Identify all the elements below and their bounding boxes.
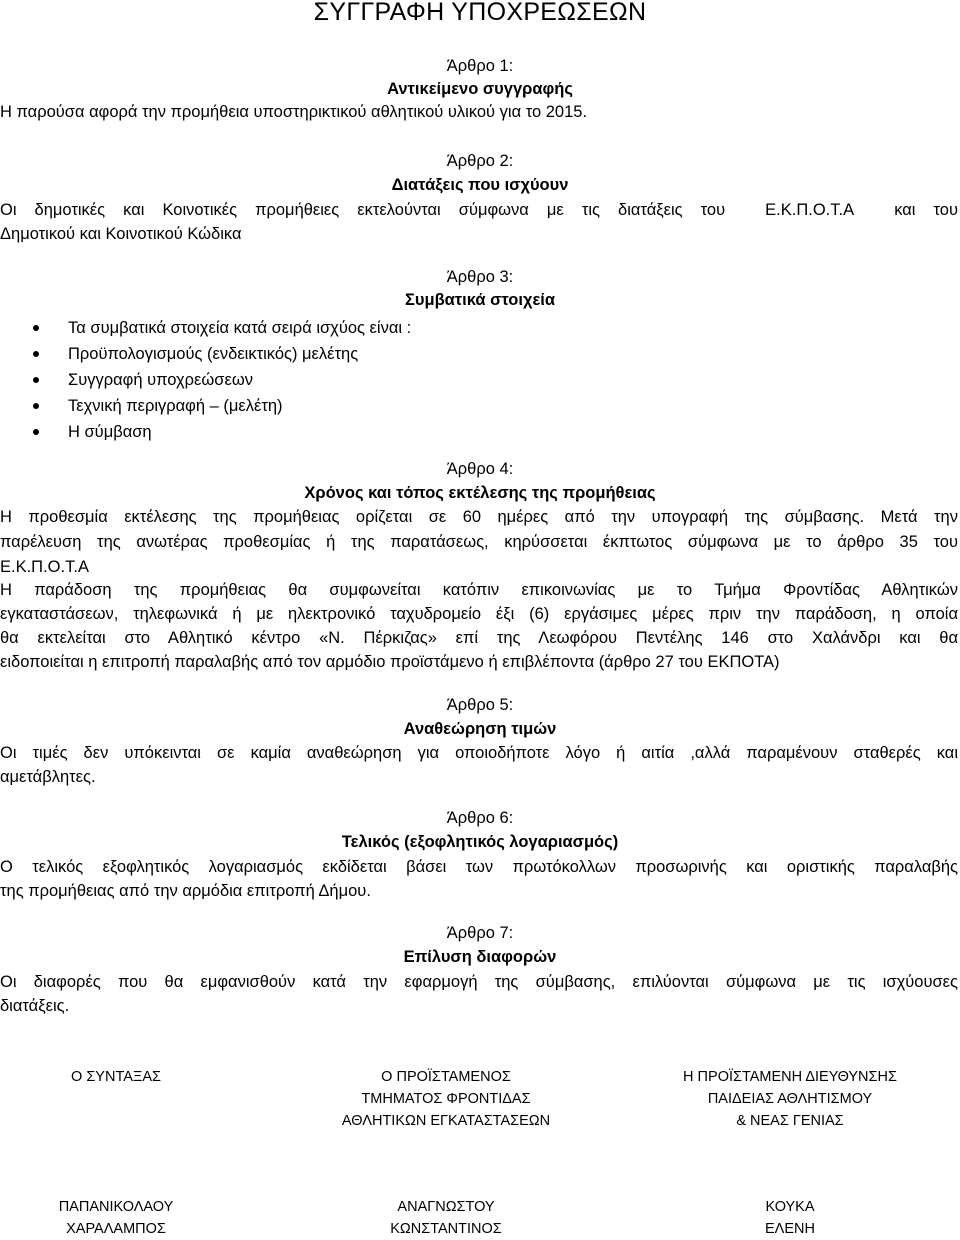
article-3-subheading: Συμβατικά στοιχεία [404, 291, 556, 309]
signature-name-line: ΚΟΥΚΑ [765, 1199, 815, 1215]
article-4-heading: Άρθρο 4: [446, 460, 514, 478]
bullet-icon [33, 351, 39, 357]
article-6-heading: Άρθρο 6: [446, 809, 514, 827]
article-3-heading: Άρθρο 3: [446, 268, 514, 286]
article-2-subheading: Διατάξεις που ισχύουν [391, 176, 569, 194]
article-2-word: δημοτικές [34, 201, 106, 219]
article-2-word: Οι [0, 201, 17, 219]
signature-role-director [640, 1066, 940, 1132]
article-7-paragraph [0, 971, 958, 994]
signature-name-director [730, 1196, 850, 1240]
article-2-word: προμήθειες [255, 201, 340, 219]
article-2-word: σύμφωνα [458, 201, 529, 219]
signature-name-compiler [36, 1196, 196, 1240]
bullet-icon [33, 377, 39, 383]
signature-name-head-of-department [346, 1196, 546, 1240]
article-2-line-1 [0, 199, 958, 222]
article-4-line-3: Ε.Κ.Π.Ο.Τ.Α [0, 558, 89, 576]
article-2-word: εκτελούνται [357, 201, 441, 219]
article-2-word: Ε.Κ.Π.Ο.Τ.Α [765, 201, 855, 219]
paragraph-line: Οι διαφορές που θα εμφανισθούν κατά την εφαρμογή της σύμβασης, επιλύονται σύμφωνα με τις ισχύουσες [0, 973, 958, 991]
signature-role-compiler [46, 1066, 186, 1088]
article-6-subheading: Τελικός (εξοφλητικός λογαριασμός) [341, 833, 619, 851]
bullet-icon [33, 403, 39, 409]
signature-role-line: Η ΠΡΟΪΣΤΑΜΕΝΗ ΔΙΕΥΘΥΝΣΗΣ [683, 1069, 897, 1085]
bullet-icon [33, 325, 39, 331]
signature-role-line: ΤΜΗΜΑΤΟΣ ΦΡΟΝΤΙΔΑΣ [361, 1091, 531, 1107]
signature-name-line: ΕΛΕΝΗ [765, 1221, 815, 1237]
article-2-word: και [894, 201, 916, 219]
article-2-word: του [933, 201, 958, 219]
paragraph-line: παρέλευση της ανωτέρας προθεσμίας ή της παρατάσεως, κηρύσσεται έκπτωτος σύμφωνα με το άρθρο 35 του [0, 533, 958, 551]
signature-role-line: Ο ΠΡΟΪΣΤΑΜΕΝΟΣ [381, 1069, 511, 1085]
article-6-line-2: της προμήθειας από την αρμόδια επιτροπή Δήμου. [0, 882, 371, 900]
signature-role-line: Ο ΣΥΝΤΑΞΑΣ [71, 1069, 161, 1085]
paragraph-line: θα εκτελείται στο Αθλητικό κέντρο «Ν. Πέρκιζας» επί της Λεωφόρου Πεντέλης 146 στο Χαλάνδρι και θα [0, 629, 958, 647]
article-7-subheading: Επίλυση διαφορών [403, 948, 557, 966]
article-4-paragraph [0, 506, 958, 554]
list-item-text: Η σύμβαση [68, 423, 152, 441]
signature-name-line: ΑΝΑΓΝΩΣΤΟΥ [397, 1199, 495, 1215]
article-2-heading: Άρθρο 2: [446, 152, 514, 170]
article-6-paragraph [0, 856, 958, 879]
bullet-icon [33, 429, 39, 435]
list-item-text: Προϋπολογισμούς (ενδεικτικός) μελέτης [68, 345, 359, 363]
signature-role-head-of-department [296, 1066, 596, 1132]
article-2-word: τις [581, 201, 600, 219]
list-item-text: Τα συμβατικά στοιχεία κατά σειρά ισχύος είναι : [68, 319, 412, 337]
signature-name-line: ΚΩΝΣΤΑΝΤΙΝΟΣ [390, 1221, 502, 1237]
article-2-word: με [546, 201, 564, 219]
list-item-text: Συγγραφή υποχρεώσεων [68, 371, 253, 389]
paragraph-line: Ο τελικός εξοφλητικός λογαριασμός εκδίδεται βάσει των πρωτόκολλων προσωρινής και οριστικής παραλαβής [0, 858, 958, 876]
article-5-paragraph [0, 742, 958, 765]
paragraph-line: Η παράδοση της προμήθειας θα συμφωνείται κατόπιν επικοινωνίας με το Τμήμα Φροντίδας Αθλητικών [0, 581, 958, 599]
paragraph-line: εγκαταστάσεων, τηλεφωνικά ή με ηλεκτρονικό ταχυδρομείο έξι (6) εργάσιμες μέρες πριν την παράδοση, η οποία [0, 605, 958, 623]
list-item-text: Τεχνική περιγραφή – (μελέτη) [68, 397, 283, 415]
article-5-line-2: αμετάβλητες. [0, 768, 96, 786]
article-7-line-2: διατάξεις. [0, 997, 70, 1015]
article-2-word: και [123, 201, 145, 219]
article-1-subheading: Αντικείμενο συγγραφής [387, 80, 573, 98]
signature-role-line: ΑΘΛΗΤΙΚΩΝ ΕΓΚΑΤΑΣΤΑΣΕΩΝ [341, 1113, 551, 1129]
article-2-line-2: Δημοτικού και Κοινοτικού Κώδικα [0, 225, 242, 243]
article-5-heading: Άρθρο 5: [446, 696, 514, 714]
article-2-word: του [700, 201, 726, 219]
article-2-word: Κοινοτικές [162, 201, 238, 219]
article-1-text: Η παρούσα αφορά την προμήθεια υποστηρικτικού αθλητικού υλικού για το 2015. [0, 103, 588, 121]
article-7-heading: Άρθρο 7: [446, 924, 514, 942]
signature-name-line: ΠΑΠΑΝΙΚΟΛΑΟΥ [58, 1199, 174, 1215]
article-5-subheading: Αναθεώρηση τιμών [403, 720, 557, 738]
article-4-line-7: ειδοποιείται η επιτροπή παραλαβής από τον αρμόδιο προϊστάμενο ή επιβλέποντα (άρθρο 27 του ΕΚΠΟΤΑ) [0, 653, 780, 671]
signature-role-line: ΠΑΙΔΕΙΑΣ ΑΘΛΗΤΙΣΜΟΥ [707, 1091, 873, 1107]
document-title: ΣΥΓΓΡΑΦΗ ΥΠΟΧΡΕΩΣΕΩΝ [313, 0, 647, 26]
paragraph-line: Η προθεσμία εκτέλεσης της προμήθειας ορίζεται σε 60 ημέρες από την υπογραφή της σύμβασης. Μετά την [0, 508, 958, 526]
paragraph-line: Οι τιμές δεν υπόκεινται σε καμία αναθεώρηση για οποιοδήποτε λόγο ή αιτία ,αλλά παραμένουν σταθερές και [0, 744, 958, 762]
article-4-paragraph-2 [0, 579, 958, 650]
article-2-word: διατάξεις [618, 201, 683, 219]
signature-role-line: & ΝΕΑΣ ΓΕΝΙΑΣ [736, 1113, 844, 1129]
article-1-heading: Άρθρο 1: [446, 57, 514, 75]
article-4-subheading: Χρόνος και τόπος εκτέλεσης της προμήθειας [304, 484, 656, 502]
signature-name-line: ΧΑΡΑΛΑΜΠΟΣ [66, 1221, 166, 1237]
